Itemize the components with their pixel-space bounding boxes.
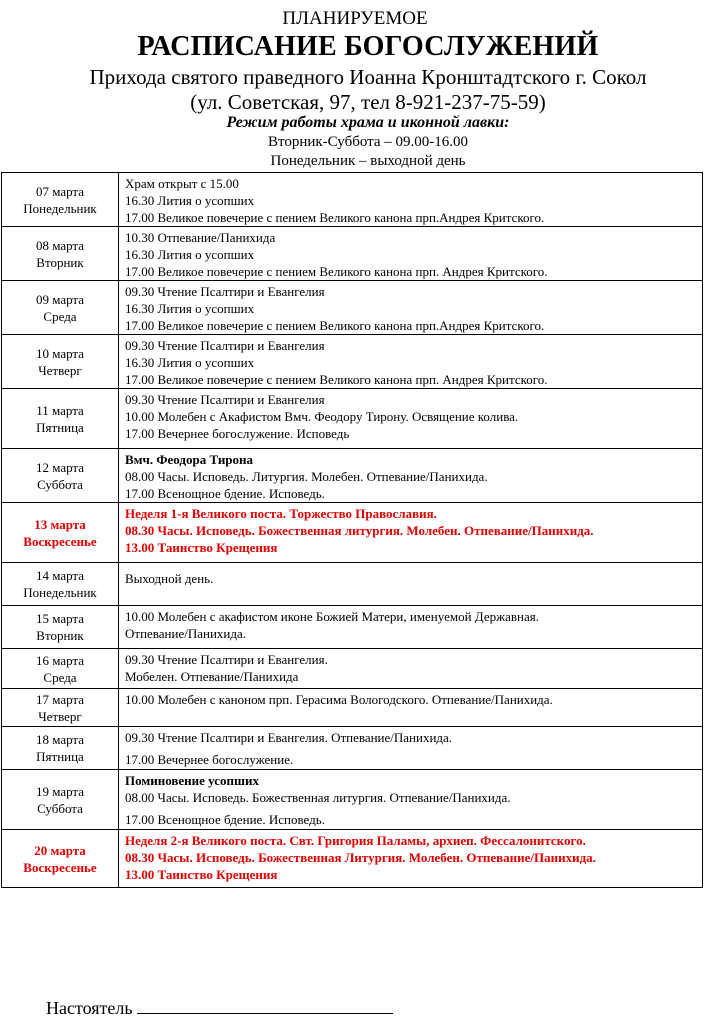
service-line: 17.00 Всенощное бдение. Исповедь. xyxy=(125,486,325,501)
day-cell xyxy=(2,830,119,888)
services-cell xyxy=(119,449,703,503)
services-cell xyxy=(119,606,703,649)
day-cell xyxy=(2,649,119,689)
day-date: 15 марта xyxy=(35,611,85,626)
service-line: 16.30 Лития о усопших xyxy=(125,247,255,262)
day-cell xyxy=(2,449,119,503)
hours-monday: Понедельник – выходной день xyxy=(270,153,466,169)
day-cell xyxy=(2,689,119,727)
day-weekday: Среда xyxy=(43,669,77,685)
day-cell xyxy=(2,227,119,281)
services-cell xyxy=(119,227,703,281)
service-line: 17.00 Великое повечерие с пением Великого канона прп. Андрея Критского. xyxy=(125,264,548,279)
document-title: РАСПИСАНИЕ БОГОСЛУЖЕНИЙ xyxy=(137,31,599,62)
services-cell xyxy=(119,770,703,830)
service-line: 09.30 Чтение Псалтири и Евангелия xyxy=(125,338,325,353)
day-date: 19 марта xyxy=(35,783,85,799)
service-line: 10.00 Молебен с Акафистом Вмч. Феодору Тирону. Освящение колива. xyxy=(125,409,519,424)
service-line: 17.00 Великое повечерие с пением Великого канона прп. Андрея Критского. xyxy=(125,372,548,387)
signature-line xyxy=(137,999,393,1014)
services-cell xyxy=(119,563,703,606)
table-row xyxy=(2,649,703,689)
day-weekday: Пятница xyxy=(36,419,84,435)
service-line: 09.30 Чтение Псалтири и Евангелия. xyxy=(125,652,328,667)
services-cell xyxy=(119,727,703,770)
service-line: 10.00 Молебен с акафистом иконе Божией Матери, именуемой Державная. xyxy=(125,609,539,624)
service-line: 09.30 Чтение Псалтири и Евангелия xyxy=(125,392,325,407)
service-line: 10.30 Отпевание/Панихида xyxy=(125,230,276,245)
planned-label: ПЛАНИРУЕМОЕ xyxy=(282,8,428,29)
feast-title: Неделя 2-я Великого поста. Свт. Григория Паламы, архиеп. Фессалонитского. xyxy=(125,833,586,848)
service-line: 08.30 Часы. Исповедь. Божественная литургия. Молебен. Отпевание/Панихида. xyxy=(125,523,594,538)
day-weekday: Четверг xyxy=(38,362,82,378)
service-line: 09.30 Чтение Псалтири и Евангелия xyxy=(125,284,325,299)
feast-title: Вмч. Феодора Тирона xyxy=(125,452,254,467)
day-date: 16 марта xyxy=(35,652,85,668)
services-cell xyxy=(119,503,703,563)
day-weekday: Вторник xyxy=(36,628,84,643)
day-weekday: Среда xyxy=(43,308,77,324)
service-line: 17.00 Вечернее богослужение. xyxy=(125,752,294,767)
day-weekday: Четверг xyxy=(38,708,82,724)
services-cell xyxy=(119,173,703,227)
service-line: 08.00 Часы. Исповедь. Божественная литургия. Отпевание/Панихида. xyxy=(125,790,511,805)
rector-signature xyxy=(46,998,393,1019)
schedule-table xyxy=(1,172,703,888)
day-cell xyxy=(2,563,119,606)
day-cell xyxy=(2,606,119,649)
service-line: 09.30 Чтение Псалтири и Евангелия. Отпевание/Панихида. xyxy=(125,730,453,745)
day-weekday: Суббота xyxy=(37,800,83,816)
service-line: 08.30 Часы. Исповедь. Божественная Литургия. Молебен. Отпевание/Панихида. xyxy=(125,850,596,865)
day-cell xyxy=(2,173,119,227)
service-line: 16.30 Лития о усопших xyxy=(125,193,255,208)
service-line: 13.00 Таинство Крещения xyxy=(125,540,278,555)
day-date: 13 марта xyxy=(34,516,86,532)
day-date: 09 марта xyxy=(35,291,85,307)
table-row xyxy=(2,689,703,727)
day-date: 11 марта xyxy=(36,402,84,418)
service-line: Храм открыт с 15.00 xyxy=(125,176,239,191)
table-row xyxy=(2,227,703,281)
day-weekday: Воскресенье xyxy=(23,859,97,875)
service-line: 17.00 Великое повечерие с пением Великого канона прп.Андрея Критского. xyxy=(125,210,545,225)
table-row xyxy=(2,770,703,830)
table-row xyxy=(2,173,703,227)
day-date: 08 марта xyxy=(35,237,85,253)
service-line: 16.30 Лития о усопших xyxy=(125,301,255,316)
day-weekday: Суббота xyxy=(37,476,83,492)
day-date: 18 марта xyxy=(35,732,85,747)
day-cell xyxy=(2,727,119,770)
service-line: Выходной день. xyxy=(125,571,214,586)
day-weekday: Понедельник xyxy=(23,585,97,600)
day-date: 20 марта xyxy=(34,842,86,858)
services-cell xyxy=(119,389,703,449)
service-line: 10.00 Молебен с каноном прп. Герасима Вологодского. Отпевание/Панихида. xyxy=(125,692,553,707)
day-date: 14 марта xyxy=(35,568,85,583)
day-cell xyxy=(2,503,119,563)
day-date: 12 марта xyxy=(35,459,85,475)
table-row xyxy=(2,335,703,389)
table-row xyxy=(2,389,703,449)
hours-weekdays: Вторник-Суббота – 09.00-16.00 xyxy=(267,134,469,150)
day-cell xyxy=(2,770,119,830)
day-weekday: Пятница xyxy=(36,749,84,764)
service-line: 13.00 Таинство Крещения xyxy=(125,867,278,882)
day-cell xyxy=(2,389,119,449)
day-weekday: Вторник xyxy=(36,254,84,270)
services-cell xyxy=(119,335,703,389)
day-weekday: Понедельник xyxy=(23,200,97,216)
services-cell xyxy=(119,281,703,335)
day-cell xyxy=(2,281,119,335)
parish-name: Прихода святого праведного Иоанна Кронштадтского г. Сокол xyxy=(89,65,647,89)
service-line: Отпевание/Панихида. xyxy=(125,626,246,641)
services-cell xyxy=(119,689,703,727)
table-row xyxy=(2,281,703,335)
table-row xyxy=(2,449,703,503)
rector-label: Настоятель xyxy=(46,998,133,1018)
day-date: 10 марта xyxy=(35,345,85,361)
service-line: 08.00 Часы. Исповедь. Литургия. Молебен. Отпевание/Панихида. xyxy=(125,469,488,484)
day-cell xyxy=(2,335,119,389)
parish-address: (ул. Советская, 97, тел 8-921-237-75-59) xyxy=(190,90,546,114)
service-line: 17.00 Великое повечерие с пением Великого канона прп.Андрея Критского. xyxy=(125,318,545,333)
service-line: Мобелен. Отпевание/Панихида xyxy=(125,669,299,684)
table-row xyxy=(2,503,703,563)
services-cell xyxy=(119,649,703,689)
day-weekday: Воскресенье xyxy=(23,533,97,549)
table-row xyxy=(2,727,703,770)
table-row xyxy=(2,563,703,606)
services-cell xyxy=(119,830,703,888)
service-line: 17.00 Всенощное бдение. Исповедь. xyxy=(125,812,325,827)
feast-title: Поминовение усопших xyxy=(125,773,259,788)
service-line: 17.00 Вечернее богослужение. Исповедь xyxy=(125,426,350,441)
hours-title: Режим работы храма и иконной лавки: xyxy=(226,114,510,131)
day-date: 07 марта xyxy=(35,183,85,199)
day-date: 17 марта xyxy=(35,691,85,707)
table-row xyxy=(2,606,703,649)
service-line: 16.30 Лития о усопших xyxy=(125,355,255,370)
table-row xyxy=(2,830,703,888)
feast-title: Неделя 1-я Великого поста. Торжество Православия. xyxy=(125,506,437,521)
